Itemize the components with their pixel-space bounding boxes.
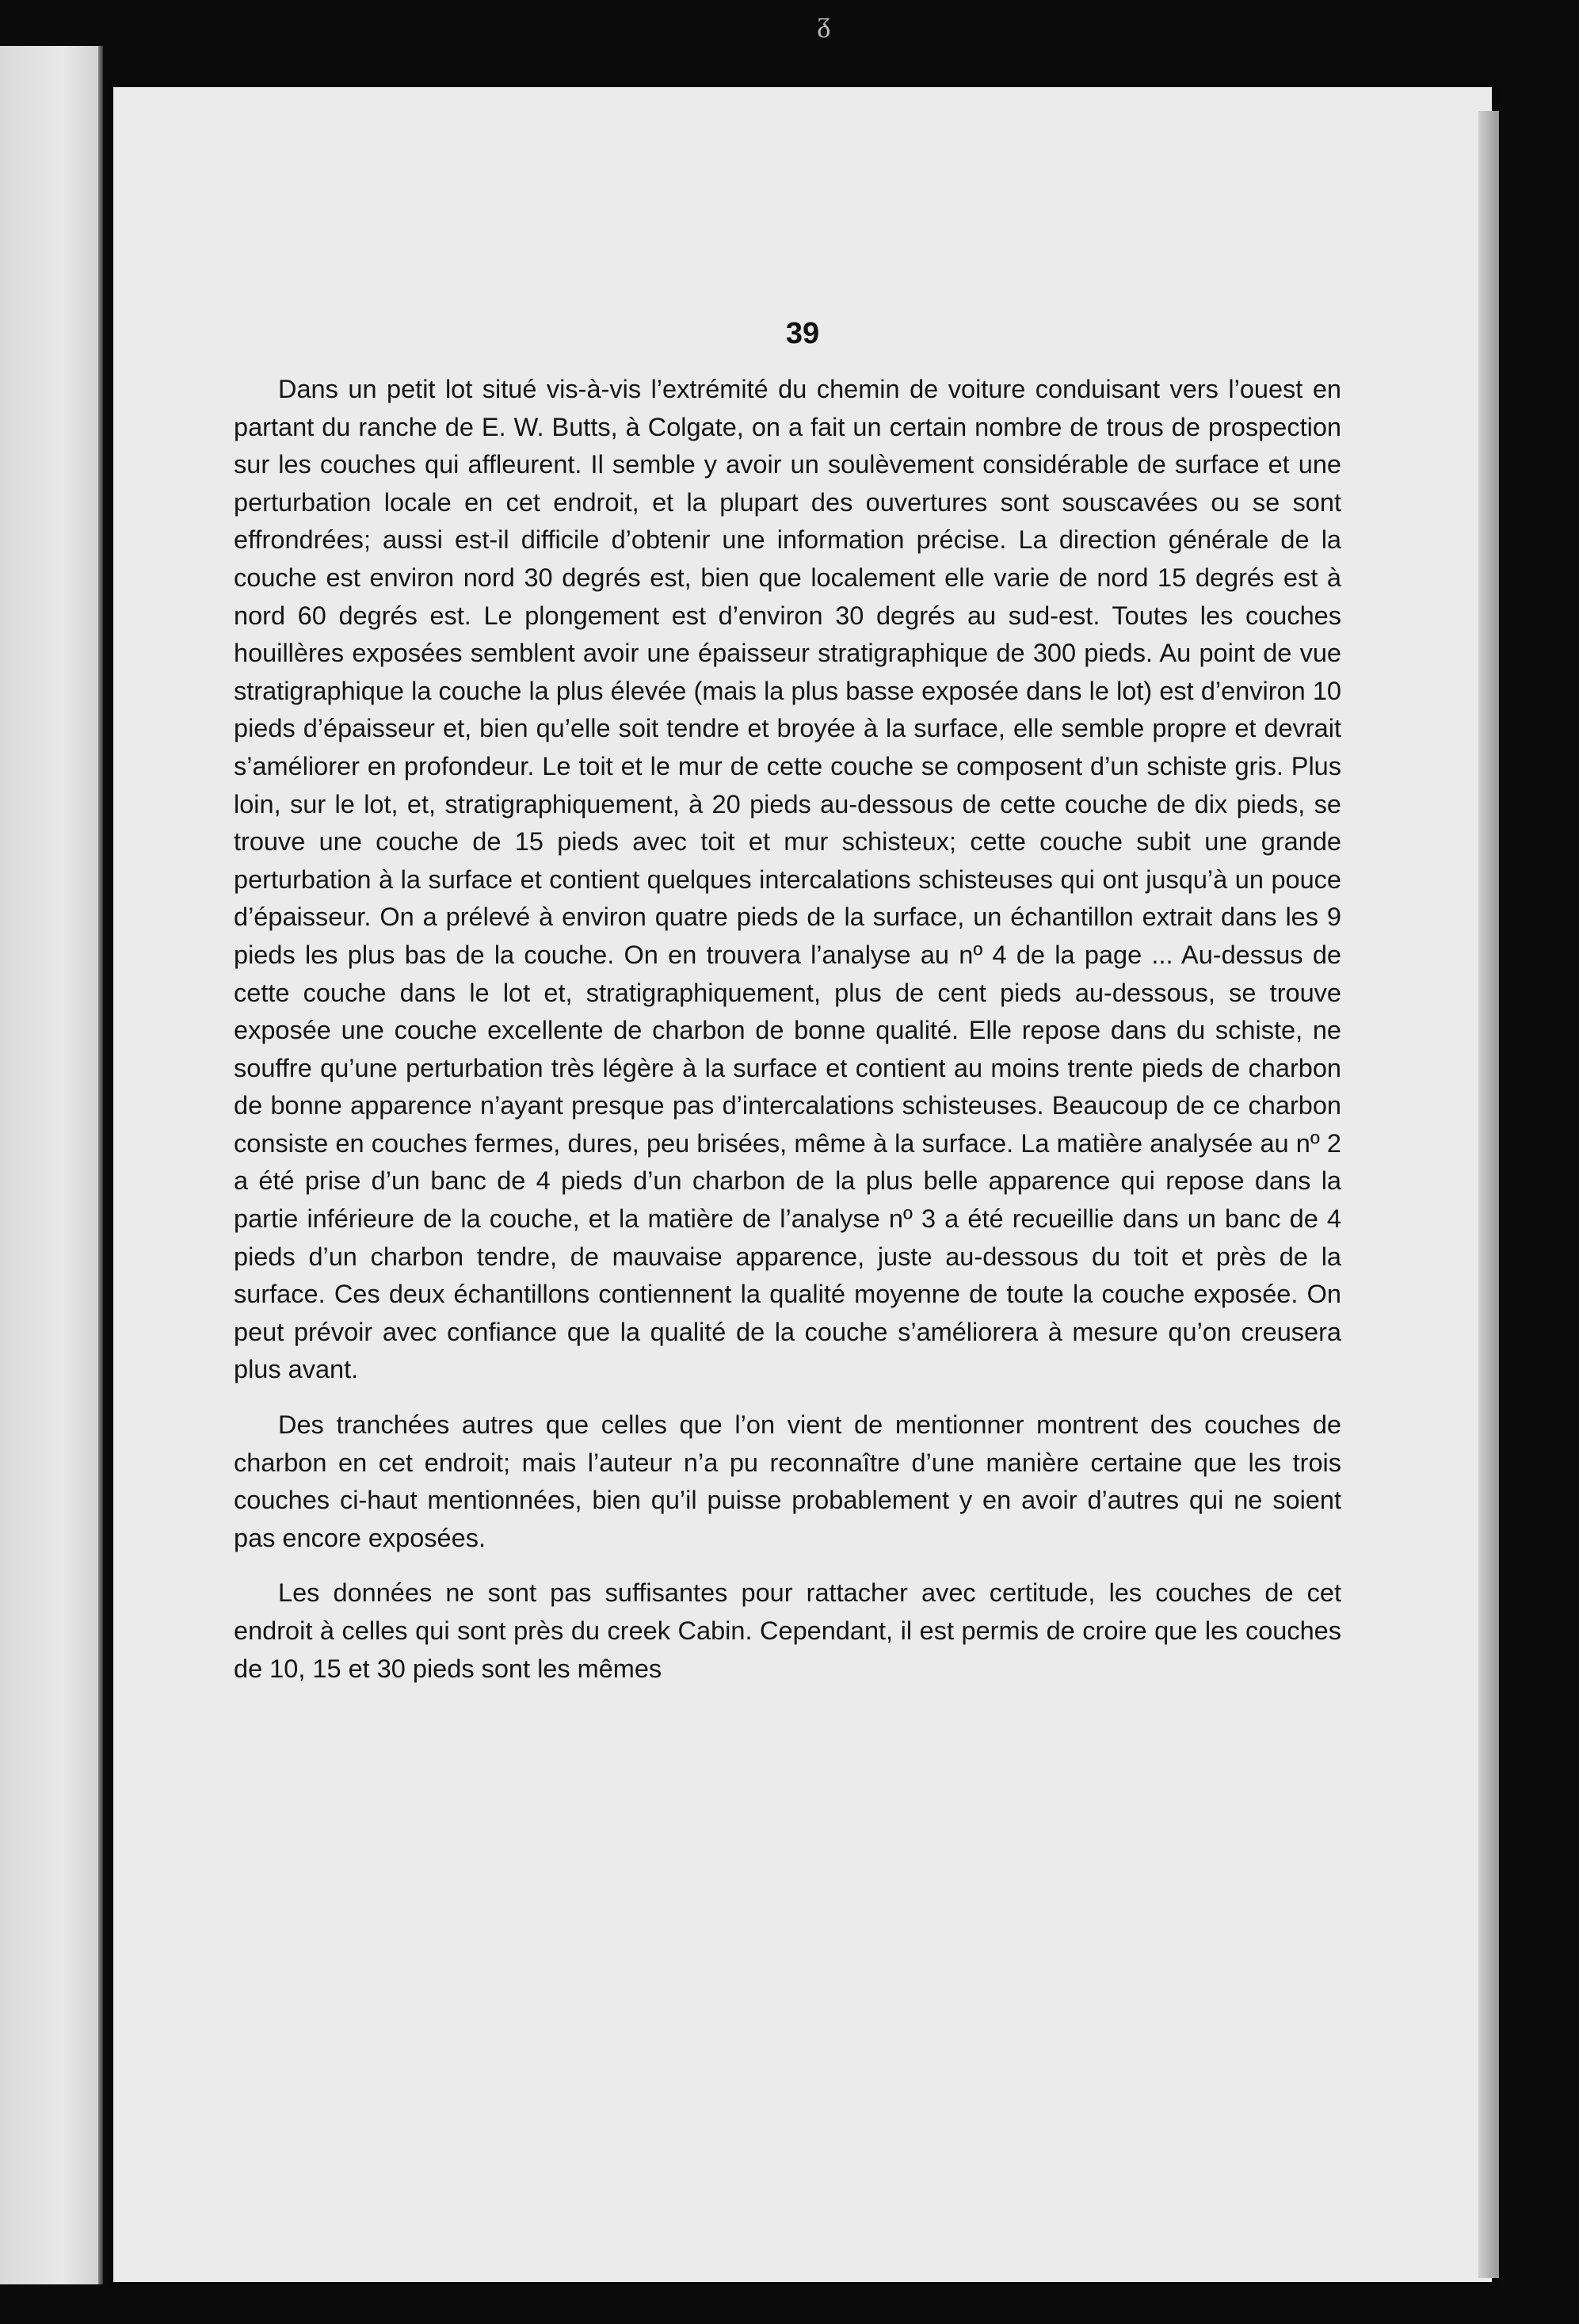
page-stack-edge xyxy=(1478,111,1499,2278)
paragraph-1: Dans un petit lot situé vis-à-vis l’extrémité du chemin de voiture conduisant vers l’ouest en partant du ranche de E. W. Butts, à Colgate, on a fait un certain nombre de trous de prospection sur les couches qui affleurent. Il semble y avoir un soulèvement considérable de surface et une perturbation locale en cet endroit, et la plupart des ouvertures sont souscavées ou se sont effrondrées; aussi est-il difficile d’obtenir une information précise. La direction générale de la couche est environ nord 30 degrés est, bien que localement elle varie de nord 15 degrés est à nord 60 degrés est. Le plongement est d’environ 30 degrés au sud-est. Toutes les couches houillères exposées semblent avoir une épaisseur stratigraphique de 300 pieds. Au point de vue stratigraphique la couche la plus élevée (mais la plus basse exposée dans le lot) est d’environ 10 pieds d’épaisseur et, bien qu’elle soit tendre et broyée à la surface, elle semble propre et devrait s’améliorer en profondeur. Le toit et le mur de cette couche se composent d’un schiste gris. Plus loin, sur le lot, et, stratigraphiquement, à 20 pieds au-dessous de cette couche de dix pieds, se trouve une couche de 15 pieds avec toit et mur schisteux; cette couche subit une grande perturbation à la surface et contient quelques intercalations schisteuses qui ont jusqu’à un pouce d’épaisseur. On a prélevé à environ quatre pieds de la surface, un échantillon extrait dans les 9 pieds les plus bas de la couche. On en trouvera l’analyse au nº 4 de la page ... Au-dessus de cette couche dans le lot et, stratigraphiquement, plus de cent pieds au-dessous, se trouve exposée une couche excellente de charbon de bonne qualité. Elle repose dans du schiste, ne souffre qu’une perturbation très légère à la surface et contient au moins trente pieds de charbon de bonne apparence n’ayant presque pas d’intercalations schisteuses. Beaucoup de ce charbon consiste en couches fermes, dures, peu brisées, même à la surface. La matière analysée au nº 2 a été prise d’un banc de 4 pieds d’un charbon de la plus belle apparence qui repose dans la partie inférieure de la couche, et la matière de l’analyse nº 3 a été recueillie dans un banc de 4 pieds d’un charbon tendre, de mauvaise apparence, juste au-dessous du toit et près de la surface. Ces deux échantillons contiennent la qualité moyenne de toute la couche exposée. On peut prévoir avec confiance que la qualité de la couche s’améliorera à mesure qu’on creusera plus avant. xyxy=(234,375,1341,1384)
document-page xyxy=(113,87,1492,2282)
page-number: 39 xyxy=(785,317,820,350)
paragraph-2: Des tranchées autres que celles que l’on vient de mentionner montrent des couches de charbon en cet endroit; mais l’auteur n’a pu reconnaître d’une manière certaine que les trois couches ci-haut mentionnées, bien qu’il puisse probablement y en avoir d’autres qui ne soient pas encore exposées. xyxy=(234,1410,1341,1552)
facing-page-edge xyxy=(0,46,103,2284)
book-gutter xyxy=(98,46,103,2284)
scan-artifact-mark: ᵹ xyxy=(817,6,831,38)
paragraph-3: Les données ne sont pas suffisantes pour rattacher avec certitude, les couches de cet endroit à celles qui sont près du creek Cabin. Cependant, il est permis de croire que les couches de 10, 15 et 30 pieds sont les mêmes xyxy=(234,1578,1341,1683)
body-text xyxy=(234,371,1341,1688)
